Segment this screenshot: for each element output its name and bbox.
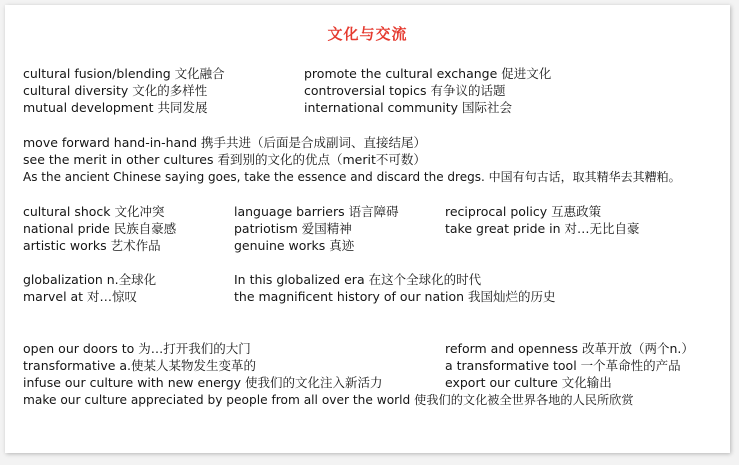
phrase-line: make our culture appreciated by people from all over the world 使我们的文化被全世界各地的人民所欣赏 [23,393,634,407]
phrase-line: take great pride in 对…无比自豪 [445,221,640,236]
phrase-line: cultural shock 文化冲突 [23,204,165,219]
phrase-line: genuine works 真迹 [234,238,355,253]
phrase-line: language barriers 语言障碍 [234,204,399,219]
phrase-line: controversial topics 有争议的话题 [304,83,506,98]
phrase-line: international community 国际社会 [304,100,513,115]
phrase-line: reform and openness 改革开放（两个n.） [445,341,694,356]
phrase-line: mutual development 共同发展 [23,100,208,115]
phrase-line: reciprocal policy 互惠政策 [445,204,602,219]
phrase-line: open our doors to 为…打开我们的大门 [23,341,251,356]
phrase-line: globalization n.全球化 [23,272,157,287]
phrase-line: cultural fusion/blending 文化融合 [23,66,225,81]
phrase-line: artistic works 艺术作品 [23,238,161,253]
phrase-line: export our culture 文化输出 [445,375,612,390]
phrase-line: see the merit in other cultures 看到别的文化的优点（merit不可数） [23,152,426,167]
phrase-line: national pride 民族自豪感 [23,221,177,236]
phrase-line: marvel at 对…惊叹 [23,289,138,304]
phrase-line: In this globalized era 在这个全球化的时代 [234,272,482,287]
phrase-line: infuse our culture with new energy 使我们的文化注入新活力 [23,375,383,390]
phrase-line: a transformative tool 一个革命性的产品 [445,358,681,373]
phrase-line: promote the cultural exchange 促进文化 [304,66,552,81]
phrase-line: transformative a.使某人某物发生变革的 [23,358,257,373]
phrase-line: the magnificent history of our nation 我国灿烂的历史 [234,289,556,304]
phrase-line: patriotism 爱国精神 [234,221,352,236]
phrase-line: move forward hand-in-hand 携手共进（后面是合成副词、直接结尾） [23,135,427,150]
page-title: 文化与交流 [327,25,408,43]
phrase-line: cultural diversity 文化的多样性 [23,83,208,98]
phrase-line: As the ancient Chinese saying goes, take the essence and discard the dregs. 中国有句古话，取其精华去其糟粕。 [23,170,681,184]
note-card [5,5,730,453]
